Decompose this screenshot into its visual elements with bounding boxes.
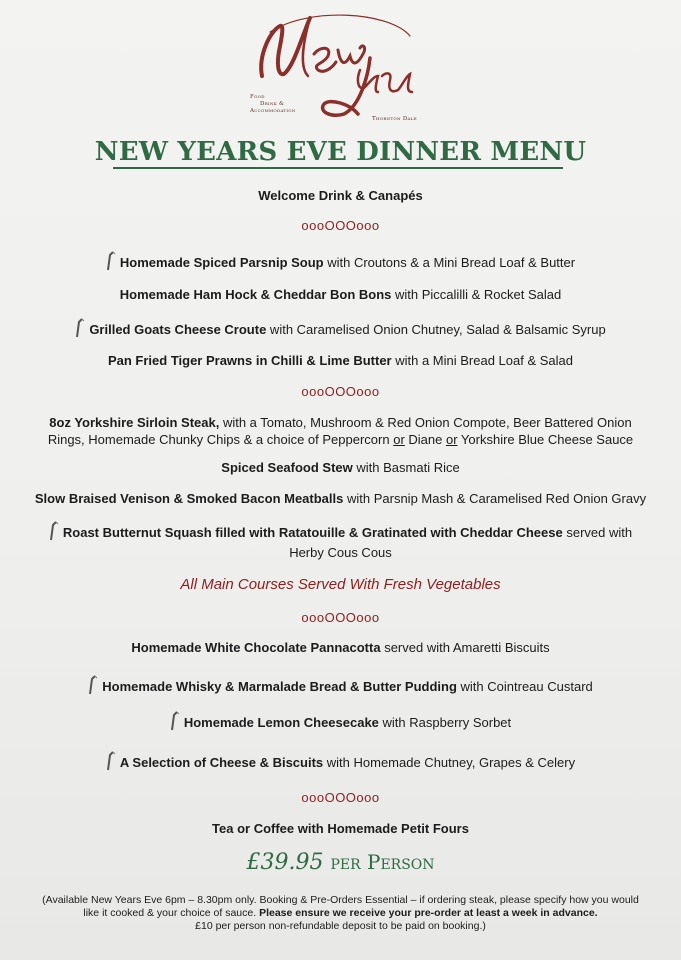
new-inn-logo bbox=[240, 6, 440, 130]
title-underline bbox=[113, 167, 563, 169]
separator-2: oooOOOooo bbox=[301, 384, 380, 399]
welcome-drink: Welcome Drink & Canapés bbox=[258, 188, 423, 203]
logo-food: Food bbox=[250, 94, 265, 100]
main-squash: Roast Butternut Squash filled with Ratatouille & Gratinated with Cheddar Cheese served with bbox=[0, 521, 681, 542]
logo-drink: Drink & bbox=[260, 101, 285, 107]
footer-line-3: £10 per person non-refundable deposit to be paid on booking.) bbox=[195, 920, 486, 932]
logo-location: Thornton Dale bbox=[372, 116, 417, 122]
dessert-item: Homemade Whisky & Marmalade Bread & Butter Pudding with Cointreau Custard bbox=[0, 675, 681, 696]
mains-note: All Main Courses Served With Fresh Vegetables bbox=[180, 576, 501, 593]
dessert-item: Homemade White Chocolate Pannacotta served with Amaretti Biscuits bbox=[131, 640, 550, 655]
footer-line-1: (Available New Years Eve 6pm – 8.30pm only. Booking & Pre-Orders Essential – if ordering steak, please specify how you would bbox=[42, 894, 639, 906]
dessert-item: Homemade Lemon Cheesecake with Raspberry Sorbet bbox=[0, 711, 681, 732]
main-squash-line2: Herby Cous Cous bbox=[289, 545, 392, 560]
separator-3: oooOOOooo bbox=[301, 610, 380, 625]
price-amount: £39.95 bbox=[246, 850, 324, 875]
starter-item: Grilled Goats Cheese Croute with Caramelised Onion Chutney, Salad & Balsamic Syrup bbox=[0, 318, 681, 339]
main-venison: Slow Braised Venison & Smoked Bacon Meatballs with Parsnip Mash & Caramelised Red Onion Gravy bbox=[34, 491, 647, 506]
vegetarian-carrot-icon bbox=[75, 318, 85, 338]
separator-4: oooOOOooo bbox=[301, 790, 380, 805]
starter-item: Homemade Ham Hock & Cheddar Bon Bons with Piccalilli & Rocket Salad bbox=[119, 287, 562, 302]
starter-item: Homemade Spiced Parsnip Soup with Croutons & a Mini Bread Loaf & Butter bbox=[0, 251, 681, 272]
tea-coffee: Tea or Coffee with Homemade Petit Fours bbox=[212, 821, 469, 836]
vegetarian-carrot-icon bbox=[170, 711, 180, 731]
price-per-person bbox=[0, 850, 681, 875]
logo-accommodation: Accommodation bbox=[250, 108, 296, 114]
footer-line-2: like it cooked & your choice of sauce. Please ensure we receive your pre-order at least a week in advance. bbox=[83, 907, 598, 919]
main-stew: Spiced Seafood Stew with Basmati Rice bbox=[221, 460, 460, 475]
vegetarian-carrot-icon bbox=[88, 675, 98, 695]
main-steak-line2: Rings, Homemade Chunky Chips & a choice of Peppercorn or Diane or Yorkshire Blue Cheese Sauce bbox=[47, 432, 634, 447]
separator-1: oooOOOooo bbox=[301, 218, 380, 233]
vegetarian-carrot-icon bbox=[106, 251, 116, 271]
vegetarian-carrot-icon bbox=[49, 521, 59, 541]
vegetarian-carrot-icon bbox=[106, 751, 116, 771]
menu-title: NEW YEARS EVE DINNER MENU bbox=[94, 137, 587, 167]
price-per-label: per Person bbox=[330, 850, 435, 874]
starter-item: Pan Fried Tiger Prawns in Chilli & Lime Butter with a Mini Bread Loaf & Salad bbox=[107, 353, 574, 368]
main-steak: 8oz Yorkshire Sirloin Steak, with a Tomato, Mushroom & Red Onion Compote, Beer Battered Onion bbox=[49, 415, 632, 430]
dessert-item: A Selection of Cheese & Biscuits with Homemade Chutney, Grapes & Celery bbox=[0, 751, 681, 772]
